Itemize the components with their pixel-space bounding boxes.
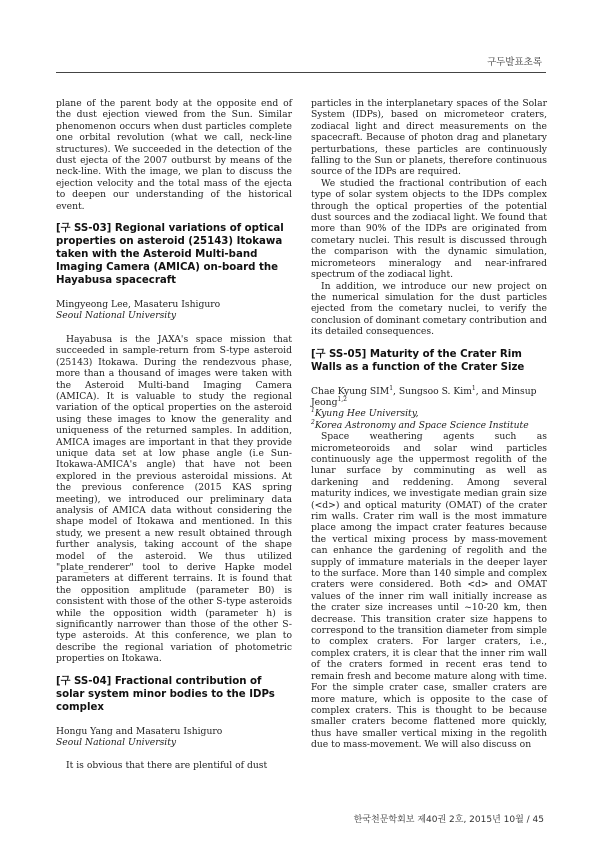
abstract-affiliation-1-ss05 xyxy=(311,408,547,419)
abstract-body-ss03: Hayabusa is the JAXA's space mission that succeeded in sample-return from S-type asteroid (25143) Itokawa. During the rendezvous phase, more than a thousand of images were taken with the Asteroid Multi-band Imaging Camera (AMICA). It is valuable to study the regional variation of the optical properties on the asteroid using these images to know the generality and uniqueness of the returned samples. In addition, AMICA images are important in that they provide unique data set at low phase angle (i.e Sun-Itokawa-AMICA's angle) that have not been explored in the previous asteroidal missions. At the previous conference (2015 KAS spring meeting), we introduced our preliminary data analysis of AMICA data without considering the shape model of Itokawa and mentioned. In this study, we present a new result obtained through further analysis, taking account of the shape model of the asteroid. We thus utilized "plate_renderer" tool to derive Hapke model parameters at different terrains. It is found that the opposition amplitude (parameter B0) is consistent with those of the other S-type asteroids while the opposition width (parameter h) is significantly narrower than those of the other S-type asteroids. At this conference, we plan to describe the regional variation of photometric properties on Itokawa. xyxy=(56,333,292,665)
left-column xyxy=(56,98,292,772)
abstract-body-ss04-continued: particles in the interplanetary spaces of the Solar System (IDPs), based on micrometeor craters, zodiacal light and direct measurements on the spacecraft. Because of photon drag and planetary perturbations, these particles are continuously falling to the Sun or planets, therefore continuous source of the IDPs are required. xyxy=(311,98,547,178)
abstract-affiliation-2-ss05 xyxy=(311,420,547,431)
abstract-body-ss04-paragraph-3: In addition, we introduce our new project on the numerical simulation for the dust particles ejected from the cometary nuclei, to verify the conclusion of dominant cometary contribution and its detailed consequences. xyxy=(311,280,547,338)
abstract-body-ss05: Space weathering agents such as micrometeoroids and solar wind particles continuously age the uppermost regolith of the lunar surface by comminuting as well as darkening and reddening. Among several maturity indices, we investigate median grain size (<d>) and optical maturity (OMAT) of the crater rim walls. Crater rim wall is the most immature place among the impact crater features because the vertical mixing process by mass-movement can enhance the gardening of regolith and the supply of immature materials in the deeper layer to the surface. More than 140 simple and complex craters were considered. Both <d> and OMAT values of the inner rim wall initially increase as the crater size increases until ~10-20 km, then decrease. This transition crater size happens to correspond to the transition diameter from simple to complex craters. For larger craters, i.e., complex craters, it is clear that the inner rim wall of the craters formed in recent eras tend to remain fresh and become mature along with time. For the simple crater case, smaller craters are more mature, which is opposite to the case of complex craters. This is thought to be because smaller craters become flattened more quickly, thus have smaller vertical mixing in the regolith due to mass-movement. We will also discuss on xyxy=(311,431,547,751)
abstract-authors-ss03: Mingyeong Lee, Masateru Ishiguro xyxy=(56,299,221,311)
affiliation-mark: 2 xyxy=(311,418,315,426)
abstract-title-ss03: [구 SS-03] Regional variations of optical properties on asteroid (25143) Itokawa taken with the Asteroid Multi-band Imaging Camera (AMICA) on-board the Hayabusa spacecraft xyxy=(56,223,284,287)
abstract-body-ss04: It is obvious that there are plentiful of dust xyxy=(66,760,268,772)
author-name: Chae Kyung SIM xyxy=(311,385,390,397)
author-affiliation-mark: 1,2 xyxy=(337,395,347,403)
spacer xyxy=(56,748,292,760)
abstract-authors-ss05 xyxy=(311,386,547,409)
continued-paragraph: plane of the parent body at the opposite end of the dust ejection viewed from the Sun. Similar phenomenon occurs when dust particles complete one orbital revolution (what we call, neck-line structures). We succeeded in the detection of the dust ejecta of the 2007 outburst by means of the neck-line. With the image, we plan to discuss the ejection velocity and the total mass of the ejecta to deepen our understanding of the historical event. xyxy=(56,98,292,212)
header-divider xyxy=(56,72,546,73)
affiliation-mark: 1 xyxy=(311,407,315,415)
abstract-affiliation-ss03: Seoul National University xyxy=(56,310,177,322)
abstract-body-ss04-paragraph-2: We studied the fractional contribution of each type of solar system objects to the IDPs complex through the optical properties of the potential dust sources and the zodiacal light. We found that more than 90% of the IDPs are originated from cometary nuclei. This result is discussed through the comparison with the dynamic simulation, micrometeors mineralogy and near-infrared spectrum of the zodiacal light. xyxy=(311,177,547,281)
author-name: , Sungsoo S. Kim xyxy=(393,385,472,397)
affiliation-name: Korea Astronomy and Space Science Institute xyxy=(314,419,529,431)
abstract-title-ss04: [구 SS-04] Fractional contribution of solar system minor bodies to the IDPs complex xyxy=(56,675,275,713)
abstract-authors-ss04: Hongu Yang and Masateru Ishiguro xyxy=(56,725,223,737)
spacer xyxy=(56,322,292,334)
right-column xyxy=(311,98,547,751)
section-header-label: 구두발표초록 xyxy=(486,57,542,68)
author-affiliation-mark: 1 xyxy=(389,384,394,392)
page-footer: 한국천문학회보 제40권 2호, 2015년 10월 / 45 xyxy=(353,815,544,825)
author-affiliation-mark: 1 xyxy=(471,384,476,392)
abstract-title-ss05: [구 SS-05] Maturity of the Crater Rim Walls as a function of the Crater Size xyxy=(311,348,525,373)
abstract-affiliation-ss04: Seoul National University xyxy=(56,737,177,749)
author-name: , and Minsup Jeong xyxy=(311,385,537,408)
affiliation-name: Kyung Hee University, xyxy=(314,408,419,420)
